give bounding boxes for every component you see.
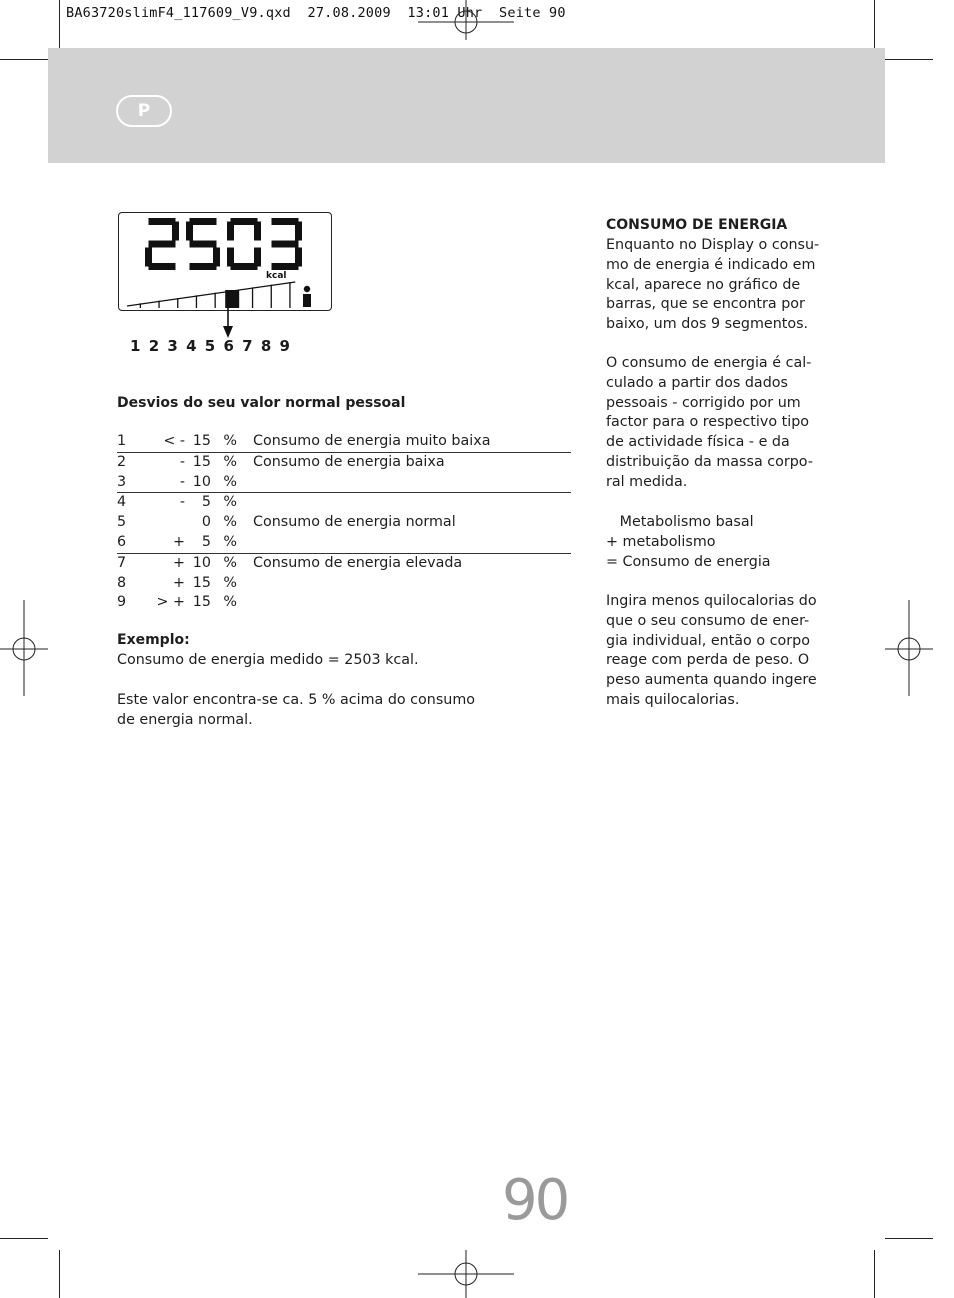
text-line: pessoais - corrigido por um (606, 394, 801, 411)
deviation-percent: % (223, 554, 237, 571)
text-line: reage com perda de peso. O (606, 652, 810, 669)
deviation-heading: Desvios do seu valor normal pessoal (117, 395, 406, 411)
deviation-sign: - (179, 453, 185, 470)
deviation-sign: + (173, 574, 185, 591)
crop-mark (885, 1238, 933, 1239)
bar-graph-outline (127, 282, 295, 306)
table-row (117, 432, 571, 452)
deviation-sign: + (173, 554, 185, 571)
deviation-percent: % (211, 473, 253, 493)
deviation-value: 5 (189, 533, 211, 553)
deviation-label (253, 574, 571, 594)
deviation-sign: + (145, 533, 189, 553)
deviation-percent: % (223, 574, 237, 591)
deviation-value: 15 (192, 574, 211, 591)
deviation-table (117, 432, 571, 613)
lcd-digit (272, 218, 303, 270)
crop-mark (59, 1250, 60, 1298)
table-row (117, 452, 571, 472)
deviation-value: 5 (201, 494, 211, 511)
example-heading: Exemplo: (117, 632, 190, 648)
deviation-percent: % (223, 453, 237, 470)
deviation-sign (145, 513, 189, 533)
text-line: + metabolismo (606, 533, 716, 550)
table-row (117, 493, 571, 513)
example-line: Consumo de energia medido = 2503 kcal. (117, 652, 419, 668)
crop-mark (59, 0, 60, 48)
deviation-label (253, 493, 571, 513)
deviation-label (253, 593, 571, 613)
text-line: Metabolismo basal (606, 514, 754, 530)
deviation-value: 15 (192, 453, 211, 470)
text-line: baixo, um dos 9 segmentos. (606, 316, 809, 333)
deviation-sign: < - (145, 432, 189, 452)
text-line: Enquanto no Display o consu- (606, 237, 820, 253)
bar-segment (215, 293, 216, 308)
table-row (117, 473, 571, 493)
registration-mark-icon (418, 1250, 514, 1298)
language-badge: P (116, 95, 172, 127)
crop-mark (0, 59, 48, 60)
table-row (117, 533, 571, 553)
deviation-percent: % (223, 514, 237, 531)
bar-segment (289, 282, 290, 308)
text-line: distribuição da massa corpo- (606, 453, 813, 470)
table-row (117, 574, 571, 594)
text-line: mo de energia é indicado em (606, 256, 816, 273)
deviation-segment-number: 9 (117, 594, 127, 611)
lcd-digit (145, 218, 179, 270)
text-line: barras, que se encontra por (606, 296, 805, 313)
text-line: gia individual, então o corpo (606, 632, 810, 649)
deviation-value: 10 (189, 473, 211, 493)
registration-mark-icon (885, 600, 933, 696)
lcd-display-graphic (119, 213, 333, 312)
section-heading: CONSUMO DE ENERGIA (606, 217, 788, 233)
text-line: ral medida. (606, 473, 688, 490)
deviation-label: Consumo de energia baixa (253, 453, 445, 470)
bar-segment (252, 287, 253, 308)
deviation-percent: % (223, 594, 237, 611)
text-line: mais quilocalorias. (606, 691, 740, 708)
segment-number: 3 (167, 337, 178, 355)
text-line: culado a partir dos dados (606, 374, 788, 391)
deviation-label (253, 533, 571, 553)
crop-mark (874, 1250, 875, 1298)
deviation-segment-number: 4 (117, 494, 127, 511)
paragraph-display-explanation (606, 236, 836, 335)
registration-mark-icon (418, 0, 514, 40)
bar-segment (271, 285, 272, 308)
deviation-label (253, 473, 571, 493)
lcd-digit (186, 218, 220, 270)
paragraph-calculation (606, 354, 836, 493)
text-line: Ingira menos quilocalorias do (606, 593, 817, 609)
text-line: peso aumenta quando ingere (606, 672, 817, 689)
example-note: de energia normal. (117, 712, 253, 728)
deviation-percent: % (211, 432, 253, 452)
segment-number: 5 (204, 337, 216, 355)
paragraph-advice (606, 592, 836, 711)
deviation-segment-number: 7 (117, 554, 127, 571)
arrow-down-icon (220, 300, 236, 340)
deviation-segment-number: 2 (117, 453, 127, 470)
bar-segment (177, 298, 178, 308)
registration-mark-icon (0, 600, 48, 696)
deviation-value: 0 (201, 514, 211, 531)
crop-mark (874, 0, 875, 48)
deviation-value: 10 (192, 554, 211, 571)
print-slug: BA63720slimF4_117609_V9.qxd 27.08.2009 13:01 Uhr Seite 90 (66, 5, 566, 21)
header-band (48, 48, 885, 163)
text-line: = Consumo de energia (606, 553, 771, 570)
lcd-digit (227, 218, 261, 270)
crop-mark (885, 59, 933, 60)
deviation-label: Consumo de energia elevada (253, 554, 463, 571)
deviation-sign: - (179, 494, 185, 511)
segment-number: 7 (242, 337, 253, 355)
deviation-sign: > + (156, 594, 185, 611)
deviation-value: 15 (192, 594, 211, 611)
formula (606, 513, 836, 572)
segment-number: 2 (148, 337, 160, 355)
table-row (117, 513, 571, 533)
deviation-segment-number: 1 (117, 432, 145, 452)
table-row (117, 593, 571, 613)
deviation-percent: % (211, 533, 253, 553)
deviation-label: Consumo de energia normal (253, 514, 456, 531)
text-line: de actividade física - e da (606, 434, 790, 451)
lcd-display (118, 212, 332, 311)
deviation-value: 15 (189, 432, 211, 452)
segment-number: 6 (223, 337, 234, 355)
segment-number: 8 (260, 337, 272, 355)
deviation-segment-number: 6 (117, 533, 145, 553)
deviation-segment-number: 8 (117, 574, 127, 591)
text-line: O consumo de energia é cal- (606, 355, 812, 371)
table-row (117, 553, 571, 573)
deviation-segment-number: 5 (117, 514, 127, 531)
segment-number: 1 (130, 337, 141, 355)
bar-segment (140, 303, 141, 308)
segment-number: 4 (186, 337, 197, 355)
text-line: factor para o respectivo tipo (606, 414, 810, 431)
text-line: kcal, aparece no gráfico de (606, 276, 801, 293)
kcal-unit-label: kcal (266, 271, 287, 281)
segment-numbers (130, 337, 298, 355)
text-line: que o seu consumo de ener- (606, 612, 810, 629)
person-icon (303, 286, 311, 307)
deviation-sign: - (145, 473, 189, 493)
segment-number: 9 (279, 337, 290, 355)
deviation-label: Consumo de energia muito baixa (253, 432, 571, 452)
bar-segment (196, 295, 197, 308)
crop-mark (0, 1238, 48, 1239)
deviation-percent: % (223, 494, 237, 511)
deviation-segment-number: 3 (117, 473, 145, 493)
example-note: Este valor encontra-se ca. 5 % acima do consumo (117, 692, 476, 708)
page-number: 90 (502, 1168, 568, 1233)
bar-segment (158, 301, 159, 308)
